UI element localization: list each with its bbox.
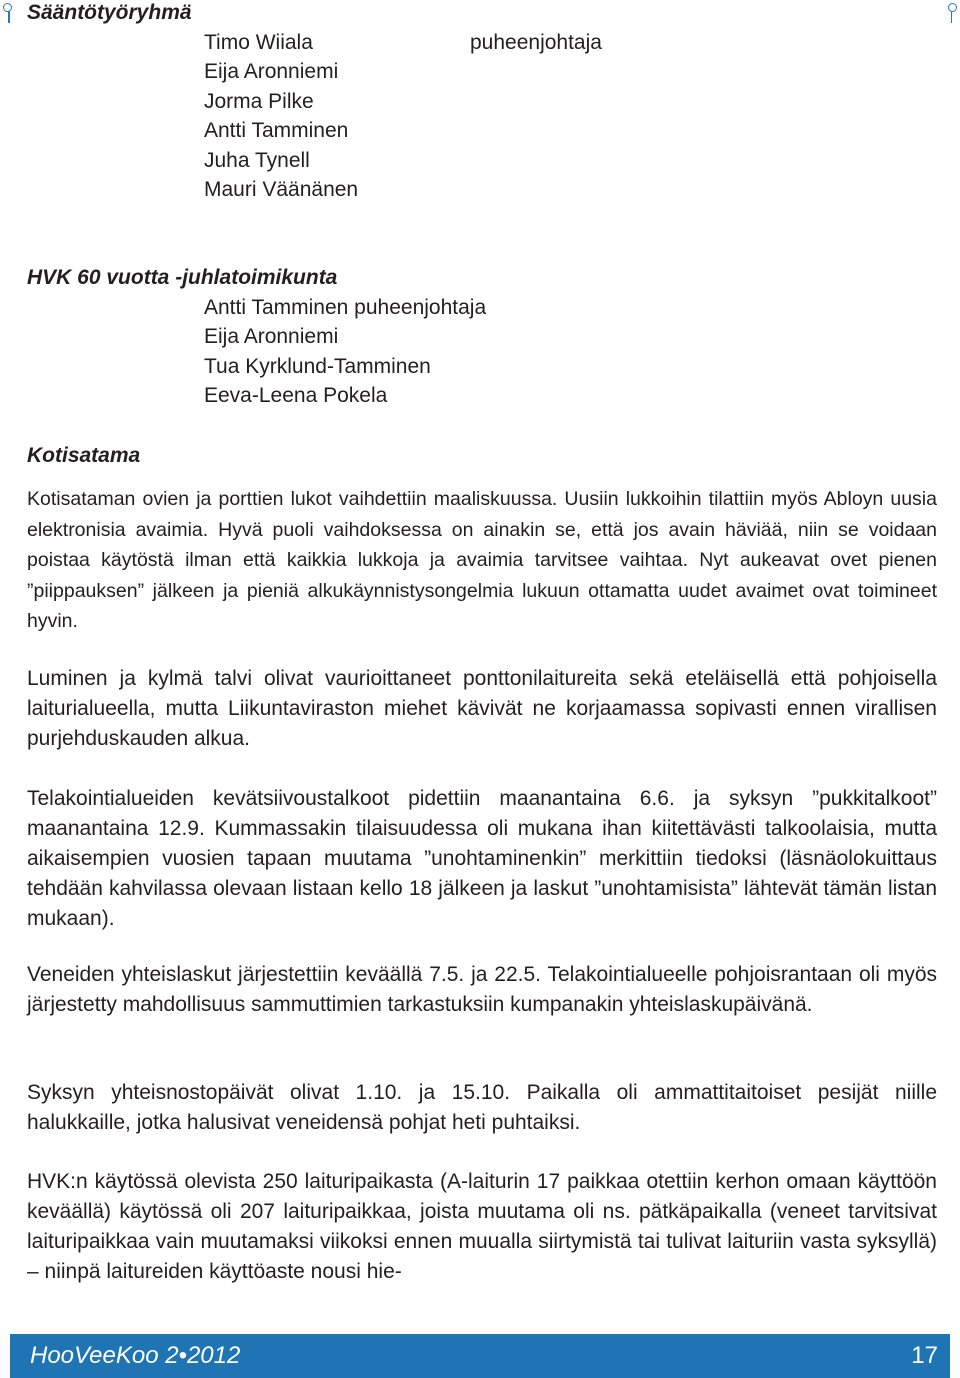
- home-harbour-heading: Kotisatama: [27, 444, 141, 467]
- member-name: Eeva-Leena Pokela: [204, 384, 388, 408]
- member-name: Tua Kyrklund-Tamminen: [204, 354, 431, 378]
- member-name: Timo Wiiala: [204, 31, 313, 54]
- publication-title: HooVeeKoo 2•2012: [30, 1342, 241, 1369]
- paragraph-work-parties: Telakointialueiden kevätsiivoustalkoot pidettiin maanantaina 6.6. ja syksyn ”pukkitalkoot” maanantaina 12.9. Kummassakin tilaisuudessa oli mukana ihan kiitettävästi talkoolaisia, mutta aikaisempien vuosien tapaan muutama ”unohtaminenkin” merkittiin tiedoksi (läsnäolokuittaus tehdään kahvilassa olevaan listaan kello 18 jälkeen ja laskut ”unohtamisista” lähtevät tämän listan mukaan).: [27, 787, 937, 930]
- corner-line-right: [951, 11, 953, 23]
- paragraph-launches: Veneiden yhteislaskut järjestettiin keväällä 7.5. ja 22.5. Telakointialueelle pohjoisrantaan oli myös järjestetty mahdollisuus sammuttimien tarkastuksiin kumpanakin yhteislaskupäivänä.: [27, 963, 937, 1016]
- paragraph-locks: Kotisataman ovien ja porttien lukot vaihdettiin maaliskuussa. Uusiin lukkoihin tilattiin myös Abloyn uusia elektronisia avaimia. Hyvä puoli vaihdoksessa on ainakin se, että jos avain häviää, niin se voidaan poistaa käytöstä ilman että kaikkia lukkoja ja avaimia tarvitsee vaihtaa. Nyt aukeavat ovet pienen ”piippauksen” jälkeen ja pieniä alkukäynnistysongelmia lukuun ottamatta uudet avaimet ovat toimineet hyvin.: [27, 488, 937, 633]
- paragraph-berths: HVK:n käytössä olevista 250 laituripaikasta (A-laiturin 17 paikkaa otettiin kerhon omaan käyttöön keväällä) käytössä oli 207 laituripaikkaa, joista muutama oli ns. pätkäpaikalla (veneet tarvitsivat laituripaikkaa vain muutamaksi viikoksi ennen muualla siirtymistä tai tulivat laituriin vasta syksyllä) – niinpä laitureiden käyttöaste nousi hie-: [27, 1170, 937, 1283]
- member-name: Jorma Pilke: [204, 89, 314, 113]
- member-name: Juha Tynell: [204, 148, 310, 172]
- page-number: 17: [911, 1342, 938, 1369]
- member-name: Eija Aronniemi: [204, 60, 339, 84]
- rules-group-heading: Sääntötyöryhmä: [27, 1, 192, 24]
- corner-line-left: [8, 11, 10, 23]
- footer-bar: [10, 1334, 950, 1378]
- rules-group-members: [204, 28, 358, 204]
- chair-role-label: puheenjohtaja: [470, 31, 602, 54]
- member-name: Eija Aronniemi: [204, 325, 339, 349]
- member-name: Mauri Väänänen: [204, 178, 359, 202]
- anniversary-committee-heading: HVK 60 vuotta -juhlatoimikunta: [27, 266, 338, 289]
- corner-mark-right: [948, 3, 957, 12]
- member-name: Antti Tamminen puheenjohtaja: [204, 296, 487, 319]
- paragraph-pontoons: Luminen ja kylmä talvi olivat vaurioittaneet ponttonilaitureita sekä eteläisellä että pohjoisella laiturialueella, mutta Liikuntaviraston miehet kävivät ne korjaamassa sopivasti ennen virallisen purjehduskauden alkua.: [27, 667, 937, 750]
- member-name: Antti Tamminen: [204, 119, 349, 143]
- paragraph-lifts: Syksyn yhteisnostopäivät olivat 1.10. ja 15.10. Paikalla oli ammattitaitoiset pesijät niille halukkaille, jotka halusivat veneidensä pohjat heti puhtaiksi.: [27, 1081, 937, 1134]
- anniversary-committee-members: [204, 293, 486, 411]
